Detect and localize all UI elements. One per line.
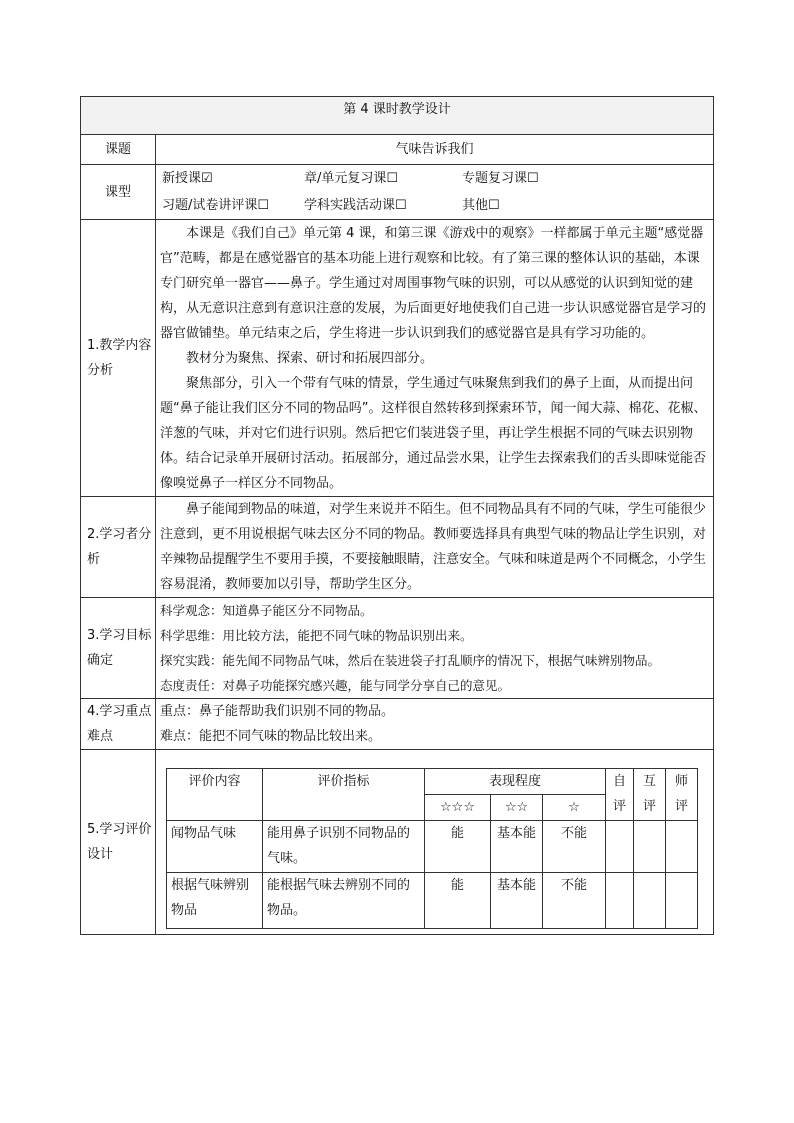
content-analysis-paragraph: 教材分为聚焦、探索、研讨和拓展四部分。 [186, 351, 434, 366]
eval-row [167, 821, 698, 873]
eval-header-teacher: 师评 [666, 769, 698, 821]
eval-row-level: 不能 [543, 821, 606, 873]
eval-row-teacher-cell[interactable] [666, 873, 698, 929]
eval-row-peer-cell[interactable] [634, 821, 666, 873]
evaluation-body [156, 750, 714, 935]
eval-row-indicator: 能根据气味去辨别不同的物品。 [263, 873, 425, 929]
objective-line: 科学思维：用比较方法，能把不同气味的物品识别出来。 [160, 628, 473, 643]
lesson-type-option: 习题/试卷讲评课☐ [162, 198, 270, 213]
key-point-line: 重点：鼻子能帮助我们识别不同的物品。 [160, 704, 395, 719]
topic-label: 课题 [81, 135, 156, 165]
evaluation-label: 5.学习评价设计 [81, 750, 156, 935]
eval-row-level: 基本能 [491, 873, 543, 929]
topic-value: 气味告诉我们 [156, 135, 714, 165]
lesson-type-options [156, 165, 714, 220]
eval-row-self-cell[interactable] [606, 821, 634, 873]
lesson-plan-document [80, 96, 713, 935]
lesson-type-label: 课型 [81, 165, 156, 220]
eval-header-self: 自评 [606, 769, 634, 821]
learner-analysis-label: 2.学习者分析 [81, 497, 156, 598]
content-analysis-paragraph: 本课是《我们自己》单元第 4 课，和第三课《游戏中的观察》一样都属于单元主题“感觉器官”范畴，都是在感觉器官的基本功能上进行观察和比较。有了第三课的整体认识的基础，本课专门研究单一器官——鼻子。学生通过对周围事物气味的识别，可以从感觉的认识到知觉的建构，从无意识注意到有意识注意的发展，为后面更好地使我们自己进一步认识感觉器官是学习的器官做铺垫。单元结束之后，学生将进一步认识到我们的感觉器官是具有学习功能的。 [160, 226, 707, 341]
content-analysis-label: 1.教学内容分析 [81, 220, 156, 497]
lesson-plan-table [80, 96, 714, 935]
objective-line: 态度责任：对鼻子功能探究感兴趣，能与同学分享自己的意见。 [160, 678, 511, 693]
eval-row-content: 根据气味辨别物品 [167, 873, 263, 929]
eval-level-2star: ☆☆ [491, 795, 543, 821]
learner-analysis-body [156, 497, 714, 598]
objectives-label: 3.学习目标确定 [81, 598, 156, 699]
lesson-type-option: 新授课☑ [162, 171, 213, 186]
eval-row-content: 闻物品气味 [167, 821, 263, 873]
objective-line: 科学观念：知道鼻子能区分不同物品。 [160, 603, 373, 618]
objective-line: 探究实践：能先闻不同物品气味，然后在装进袋子打乱顺序的情况下，根据气味辨别物品。 [160, 653, 661, 668]
lesson-type-option: 其他☐ [462, 198, 500, 213]
eval-row-level: 能 [425, 821, 491, 873]
objectives-body [156, 598, 714, 699]
evaluation-table [166, 768, 698, 929]
eval-row-peer-cell[interactable] [634, 873, 666, 929]
content-analysis-body [156, 220, 714, 497]
key-points-body [156, 699, 714, 750]
eval-row-indicator: 能用鼻子识别不同物品的气味。 [263, 821, 425, 873]
eval-row [167, 873, 698, 929]
eval-header-indicator: 评价指标 [263, 769, 425, 821]
eval-header-content: 评价内容 [167, 769, 263, 821]
learner-analysis-text: 鼻子能闻到物品的味道，对学生来说并不陌生。但不同物品具有不同的气味，学生可能很少注意到，更不用说根据气味去区分不同的物品。教师要选择具有典型气味的物品让学生识别，对辛辣物品提醒学生不要用手摸，不要接触眼睛，注意安全。气味和味道是两个不同概念，小学生容易混淆，教师要加以引导，帮助学生区分。 [160, 502, 707, 592]
eval-row-teacher-cell[interactable] [666, 821, 698, 873]
eval-row-level: 基本能 [491, 821, 543, 873]
key-points-label: 4.学习重点难点 [81, 699, 156, 750]
lesson-type-option: 专题复习课☐ [462, 171, 539, 186]
lesson-type-option: 学科实践活动课☐ [304, 198, 407, 213]
eval-row-level: 不能 [543, 873, 606, 929]
eval-header-peer: 互评 [634, 769, 666, 821]
eval-row-self-cell[interactable] [606, 873, 634, 929]
eval-level-3star: ☆☆☆ [425, 795, 491, 821]
eval-row-level: 能 [425, 873, 491, 929]
page-title: 第 4 课时教学设计 [81, 97, 714, 135]
eval-header-level: 表现程度 [425, 769, 606, 795]
eval-level-1star: ☆ [543, 795, 606, 821]
key-point-line: 难点：能把不同气味的物品比较出来。 [160, 729, 382, 744]
lesson-type-option: 章/单元复习课☐ [304, 171, 399, 186]
content-analysis-paragraph: 聚焦部分，引入一个带有气味的情景，学生通过气味聚焦到我们的鼻子上面，从而提出问题“鼻子能让我们区分不同的物品吗”。这样很自然转移到探索环节，闻一闻大蒜、棉花、花椒、洋葱的气味，并对它们进行识别。然后把它们装进袋子里，再让学生根据不同的气味去识别物体。结合记录单开展研讨活动。拓展部分，通过品尝水果，让学生去探索我们的舌头即味觉能否像嗅觉鼻子一样区分不同物品。 [160, 376, 707, 491]
